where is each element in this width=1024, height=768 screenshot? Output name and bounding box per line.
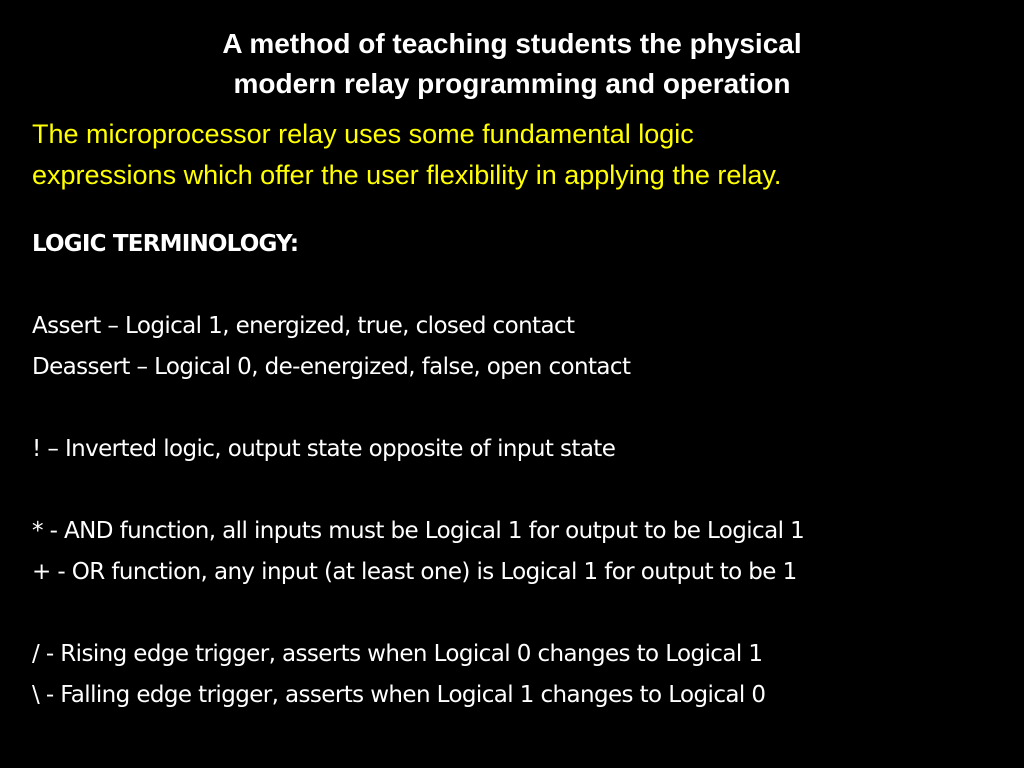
term-rising-edge: / - Rising edge trigger, asserts when Logical 0 changes to Logical 1: [32, 641, 763, 667]
spacer: [32, 470, 1017, 511]
spacer: [32, 593, 1017, 634]
term-and: * - AND function, all inputs must be Logical 1 for output to be Logical 1: [32, 518, 805, 544]
spacer: [32, 265, 1017, 306]
title-line-1: A method of teaching students the physical: [222, 28, 802, 59]
term-assert: Assert – Logical 1, energized, true, closed contact: [32, 313, 575, 339]
term-falling-edge: \ - Falling edge trigger, asserts when Logical 1 changes to Logical 0: [32, 682, 766, 708]
slide-title: [0, 24, 1024, 104]
logic-terminology: [32, 224, 1017, 716]
term-deassert: Deassert – Logical 0, de-energized, false, open contact: [32, 354, 631, 380]
term-or: + - OR function, any input (at least one) is Logical 1 for output to be 1: [32, 559, 797, 585]
intro-line-2: expressions which offer the user flexibility in applying the relay.: [32, 160, 782, 190]
spacer: [32, 388, 1017, 429]
term-inverted: ! – Inverted logic, output state opposite of input state: [32, 436, 616, 462]
title-line-2: modern relay programming and operation: [233, 68, 791, 99]
intro-text: [32, 114, 1012, 196]
terminology-heading: LOGIC TERMINOLOGY:: [32, 231, 299, 257]
intro-line-1: The microprocessor relay uses some fundamental logic: [32, 119, 694, 149]
